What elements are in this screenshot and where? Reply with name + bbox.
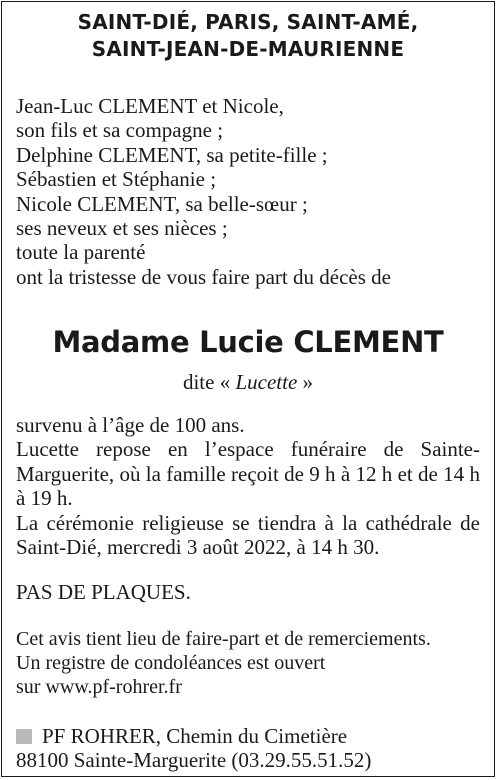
family-line: ses neveux et ses nièces ; <box>16 216 228 241</box>
locations-heading-line-2: SAINT-JEAN-DE-MAURIENNE <box>91 37 405 61</box>
no-plaques-text: PAS DE PLAQUES. <box>16 580 191 604</box>
family-line: Sébastien et Stéphanie ; <box>16 167 217 192</box>
closing-block <box>16 627 484 699</box>
family-line: toute la parenté <box>16 240 146 265</box>
family-line: Delphine CLEMENT, sa petite-fille ; <box>16 142 328 167</box>
deceased-nickname <box>2 370 494 395</box>
obituary-notice <box>1 1 495 777</box>
closing-line: Cet avis tient lieu de faire-part et de remerciements. <box>16 628 431 650</box>
funeral-home-block <box>16 724 484 773</box>
family-line: Nicole CLEMENT, sa belle-sœur ; <box>16 191 308 216</box>
age-text: survenu à l’âge de 100 ans. <box>16 413 245 437</box>
nickname-value: Lucette <box>235 370 298 394</box>
nickname-prefix: dite « <box>182 370 236 394</box>
funeral-home-name: PF ROHRER, Chemin du Cimetière <box>42 724 348 748</box>
announcement-line: ont la tristesse de vous faire part du décès de <box>16 264 391 289</box>
locations-heading-line-1: SAINT-DIÉ, PARIS, SAINT-AMÉ, <box>77 10 419 34</box>
family-list <box>16 94 484 289</box>
deceased-name: Madame Lucie CLEMENT <box>52 325 444 359</box>
closing-line: Un registre de condoléances est ouvert <box>16 652 326 674</box>
family-line: Jean-Luc CLEMENT et Nicole, <box>16 94 284 118</box>
details-block <box>16 413 480 559</box>
funeral-home-address: 88100 Sainte-Marguerite (03.29.55.51.52) <box>16 748 372 773</box>
rest-text: Lucette repose en l’espace funéraire de Sainte-Marguerite, où la famille reçoit de 9 h à 12 h et de 14 h à 19 h. <box>16 437 480 511</box>
square-bullet-icon <box>16 729 32 744</box>
ceremony-text: La cérémonie religieuse se tiendra à la cathédrale de Saint-Dié, mercredi 3 août 2022, à 14 h 30. <box>16 510 480 560</box>
family-line: son fils et sa compagne ; <box>16 118 224 143</box>
nickname-suffix: » <box>297 370 314 394</box>
website-line: sur www.pf-rohrer.fr <box>16 676 182 698</box>
